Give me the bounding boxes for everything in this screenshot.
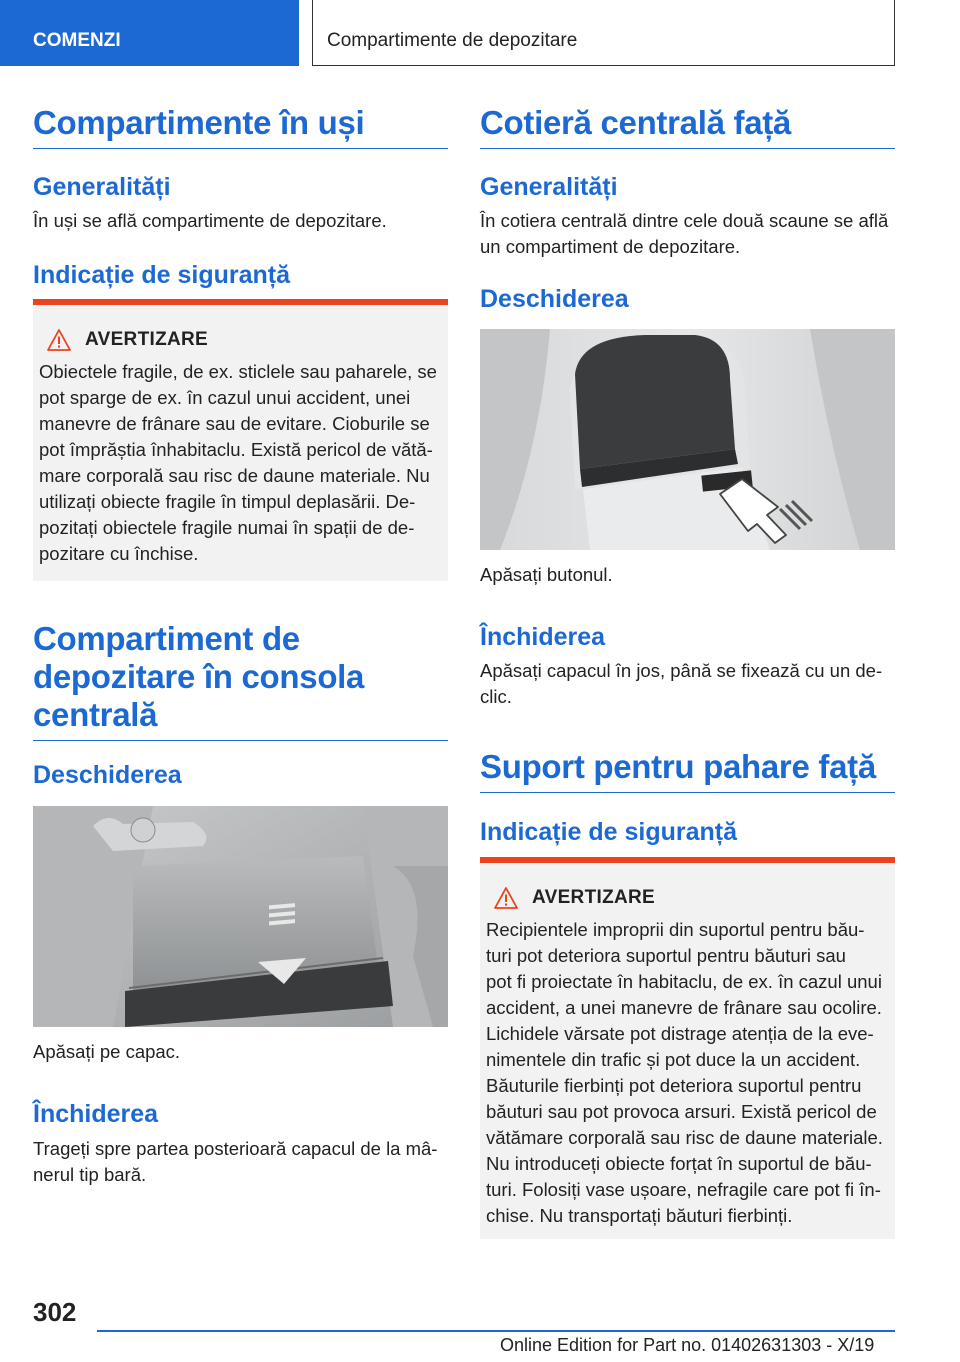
chapter-title: Compartimente de depozitare	[312, 0, 895, 66]
text-line: Trageți spre partea posterioară capacul de la mâ-	[33, 1138, 438, 1159]
warning-line: Lichidele vărsate pot distrage atenția de la eve-	[486, 1023, 874, 1044]
warning-line: băuturi sau pot provoca arsuri. Există pericol de	[486, 1101, 877, 1122]
text-line: În cotiera centrală dintre cele două scaune se află	[480, 210, 889, 231]
warning-header	[494, 885, 889, 911]
warning-line: mare corporală sau risc de daune materiale. Nu	[39, 465, 430, 486]
subheading-general: Generalități	[33, 173, 171, 201]
heading-line: depozitare în consola	[33, 658, 365, 695]
warning-line: accident, a unei manevre de frânare sau ocolire.	[486, 997, 882, 1018]
subheading-open: Deschiderea	[33, 761, 182, 789]
warning-icon	[47, 329, 71, 351]
heading-armrest: Cotieră centrală față	[480, 104, 895, 149]
text-line: Apăsați capacul în jos, până se fixează cu un de-	[480, 660, 883, 681]
subheading-general: Generalități	[480, 173, 618, 201]
subheading-open: Deschiderea	[480, 285, 629, 313]
warning-line: Recipientele improprii din suportul pentru bău-	[486, 919, 865, 940]
page-header	[0, 0, 960, 66]
warning-line: Băuturile fierbinți pot deteriora suportul pentru	[486, 1075, 862, 1096]
armrest-illustration	[480, 329, 895, 550]
text-close	[480, 658, 895, 710]
subheading-safety: Indicație de siguranță	[480, 818, 738, 846]
heading-cupholder: Suport pentru pahare față	[480, 748, 895, 793]
warning-line: manevre de frânare sau de evitare. Cioburile se	[39, 413, 430, 434]
text-general	[480, 208, 895, 260]
subheading-close: Închiderea	[480, 623, 606, 651]
warning-title: AVERTIZARE	[85, 329, 208, 350]
heading-line: centrală	[33, 696, 158, 733]
heading-door-compartments: Compartimente în uși	[33, 104, 448, 149]
heading-line: Compartiment de	[33, 620, 300, 657]
warning-line: pot sparge de ex. în cazul unui accident, unei	[39, 387, 411, 408]
warning-line: nimentele din trafic și pot duce la un accident.	[486, 1049, 861, 1070]
warning-text	[39, 359, 442, 567]
console-illustration	[33, 806, 448, 1027]
warning-line: pozitați obiectele fragile numai în spații de de-	[39, 517, 415, 538]
warning-header	[47, 327, 442, 353]
warning-line: Nu introduceți obiecte forțat în suportul de bău-	[486, 1153, 872, 1174]
section-tab: COMENZI	[0, 0, 299, 66]
warning-icon	[494, 887, 518, 909]
subheading-close: Închiderea	[33, 1100, 159, 1128]
heading-center-console	[33, 620, 448, 741]
text-open: Apăsați pe capac.	[33, 1041, 181, 1062]
warning-box	[480, 857, 895, 1239]
warning-line: vătămare corporală sau risc de daune materiale.	[486, 1127, 883, 1148]
text-open: Apăsați butonul.	[480, 564, 613, 585]
page-number: 302	[33, 1297, 77, 1327]
text-line: nerul tip bară.	[33, 1164, 147, 1185]
warning-line: turi pot deteriora suportul pentru băuturi sau	[486, 945, 846, 966]
warning-line: chise. Nu transportați băuturi fierbinți.	[486, 1205, 793, 1226]
warning-line: turi. Folosiți vase ușoare, nefragile care pot fi în-	[486, 1179, 881, 1200]
warning-line: utilizați obiecte fragile în timpul deplasării. De-	[39, 491, 416, 512]
subheading-safety: Indicație de siguranță	[33, 261, 291, 289]
warning-line: pot fi proiectate în habitaclu, de ex. în cazul unui	[486, 971, 882, 992]
warning-line: Obiectele fragile, de ex. sticlele sau paharele, se	[39, 361, 437, 382]
footer-edition: Online Edition for Part no. 01402631303 - X/19	[500, 1335, 875, 1355]
warning-text	[486, 917, 889, 1229]
warning-title: AVERTIZARE	[532, 887, 655, 908]
warning-line: pot împrăștia înhabitaclu. Există pericol de vătă-	[39, 439, 433, 460]
text-line: un compartiment de depozitare.	[480, 236, 741, 257]
text-close	[33, 1136, 448, 1188]
text-general: În uși se află compartimente de depozitare.	[33, 210, 387, 231]
warning-line: pozitare cu închise.	[39, 543, 199, 564]
warning-box	[33, 299, 448, 581]
footer-divider	[97, 1330, 895, 1332]
text-line: clic.	[480, 686, 512, 707]
